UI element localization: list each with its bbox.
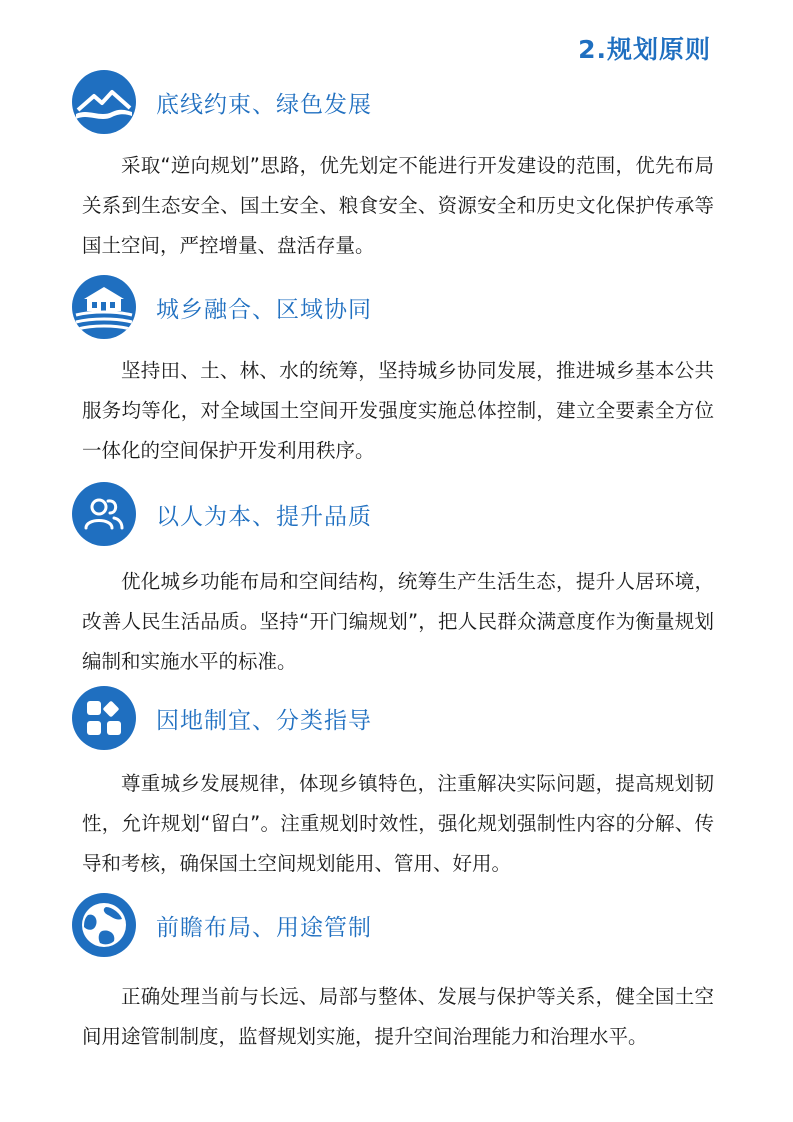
section-body: 尊重城乡发展规律，体现乡镇特色，注重解决实际问题，提高规划韧性，允许规划“留白”。注重规划时效性，强化规划强制性内容的分解、传导和考核，确保国土空间规划能用、管用、好用。 xyxy=(82,772,714,875)
section-title: 因地制宜、分类指导 xyxy=(156,708,372,734)
principle-section-1 xyxy=(0,70,793,257)
principle-section-3 xyxy=(0,482,793,673)
section-header xyxy=(0,686,793,752)
section-header xyxy=(0,70,793,136)
mountain-icon xyxy=(72,70,136,134)
section-body: 正确处理当前与长远、局部与整体、发展与保护等关系，健全国土空间用途管制制度，监督规划实施，提升空间治理能力和治理水平。 xyxy=(82,985,714,1048)
section-title: 前瞻布局、用途管制 xyxy=(156,915,372,941)
principle-section-2 xyxy=(0,275,793,462)
section-body: 坚持田、土、林、水的统筹，坚持城乡协同发展，推进城乡基本公共服务均等化，对全域国土空间开发强度实施总体控制，建立全要素全方位一体化的空间保护开发利用秩序。 xyxy=(82,359,714,462)
section-body: 优化城乡功能布局和空间结构，统筹生产生活生态，提升人居环境，改善人民生活品质。坚持“开门编规划”，把人民群众满意度作为衡量规划编制和实施水平的标准。 xyxy=(82,570,714,673)
section-header xyxy=(0,482,793,548)
section-title: 以人为本、提升品质 xyxy=(156,504,372,530)
principle-section-4 xyxy=(0,686,793,875)
section-header xyxy=(0,275,793,341)
globe-icon xyxy=(72,893,136,957)
section-body: 采取“逆向规划”思路，优先划定不能进行开发建设的范围，优先布局关系到生态安全、国土安全、粮食安全、资源安全和历史文化保护传承等国土空间，严控增量、盘活存量。 xyxy=(82,154,714,257)
category-grid-icon xyxy=(72,686,136,750)
principle-section-5 xyxy=(0,893,793,1048)
section-header xyxy=(0,893,793,959)
page-title: 2.规划原则 xyxy=(578,35,711,64)
people-icon xyxy=(72,482,136,546)
section-title: 底线约束、绿色发展 xyxy=(156,92,372,118)
section-title: 城乡融合、区域协同 xyxy=(156,297,372,323)
village-field-icon xyxy=(72,275,136,339)
